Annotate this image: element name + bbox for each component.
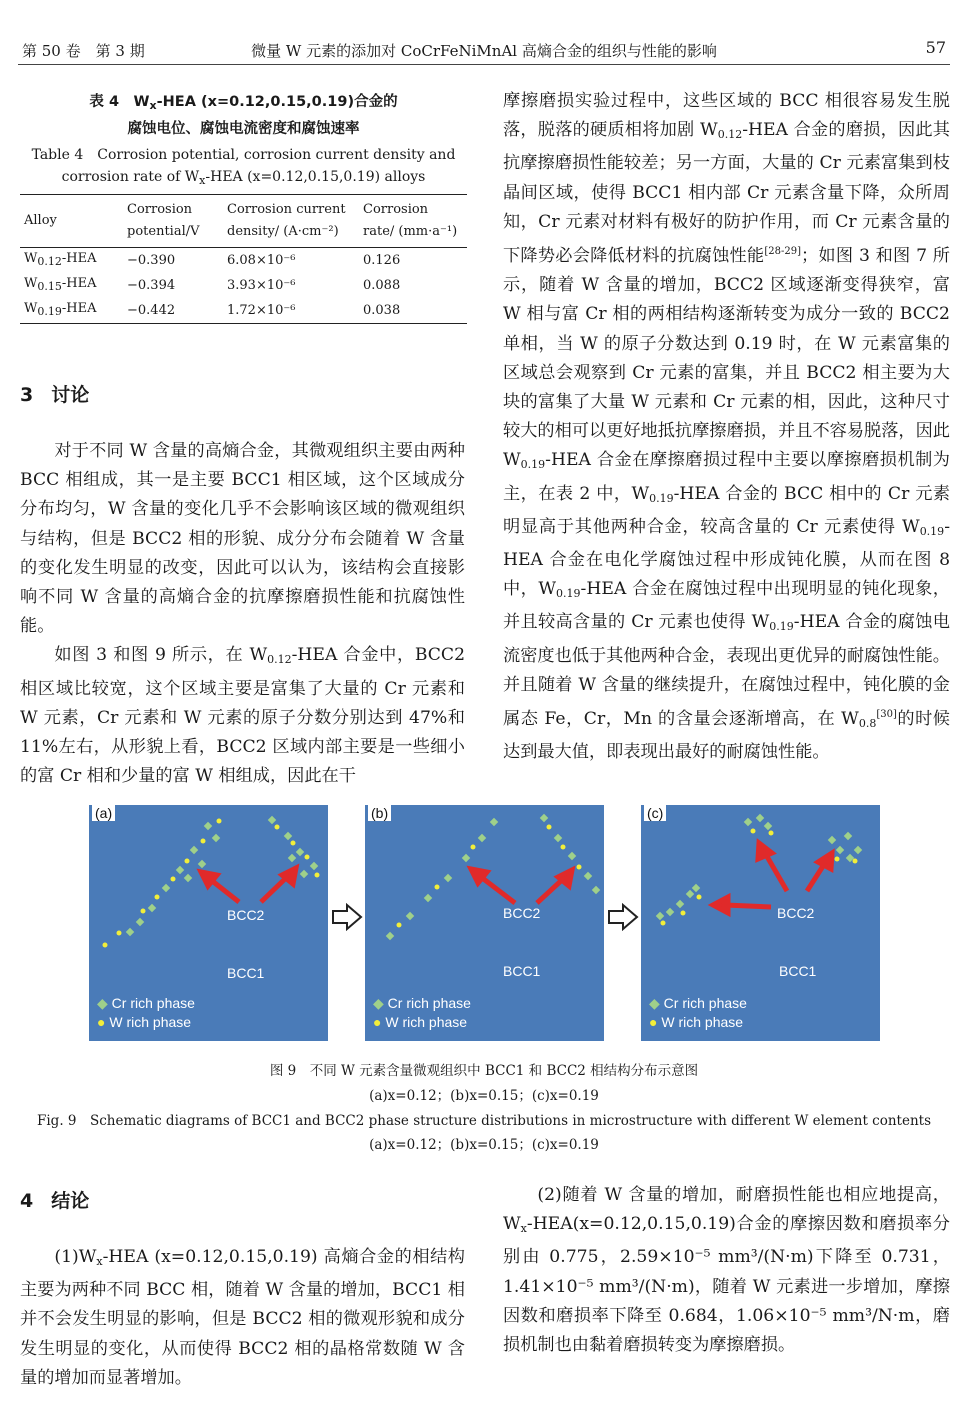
figure9-caption-en-sub: (a)x=0.12；(b)x=0.15；(c)x=0.19 bbox=[369, 1137, 599, 1153]
page-number: 57 bbox=[925, 38, 946, 57]
figure9-caption-cn: 图 9 不同 W 元素含量微观组织中 BCC1 和 BCC2 相结构分布示意图 bbox=[269, 1063, 699, 1079]
col-header-potential: Corrosion potential/V bbox=[127, 202, 200, 239]
legend-cr-rich: ◆ Cr rich phase bbox=[97, 995, 195, 1011]
panel-b-label: (b) bbox=[368, 805, 391, 821]
paragraph: $(1)W_x$-HEA (x=0.12,0.15,0.19) 高熵合金的相结构主要为两种不同 BCC 相，随着 W 含量的增加，BCC1 相并不会发生明显的影响，但是 BCC2 相的微观形貌和成分发生明显的变化，从而使得 BCC2 相的晶格常数随 W 含量的增加而显著增加。 bbox=[20, 1247, 465, 1388]
section3-heading: 3 讨论 bbox=[20, 384, 90, 406]
table-header-row bbox=[20, 195, 467, 248]
cell-rate: 0.126 bbox=[363, 252, 401, 268]
bcc1-label: BCC1 bbox=[503, 963, 541, 979]
left-column-discussion bbox=[20, 437, 465, 791]
bcc2-label: BCC2 bbox=[227, 907, 265, 923]
paragraph: (2)随着 W 含量的增加，耐磨损性能也相应地提高，$W_x-HEA(x=0.12,0.15,0.19)$合金的摩擦因数和磨损率分别由 0.775，2.59×10⁻⁵ mm³/(N·m)下降至 0.731，1.41×10⁻⁵ mm³/(N·m)，随着 W 元素进一步增加，摩擦因数和磨损率下降至 0.684，1.06×10⁻⁵ mm³/N·m，磨损机制也由黏着磨损转变为摩擦磨损。 bbox=[503, 1185, 950, 1356]
bcc2-label: BCC2 bbox=[503, 905, 541, 921]
legend-w-rich: ● W rich phase bbox=[97, 1014, 192, 1030]
right-column-discussion bbox=[503, 87, 950, 767]
col-header-density: Corrosion current density/ (A·cm⁻²) bbox=[227, 202, 346, 239]
conclusion-right bbox=[503, 1181, 950, 1360]
table4 bbox=[20, 194, 467, 324]
cell-rate: 0.038 bbox=[363, 302, 401, 318]
table4-caption-en-line1: Table 4 Corrosion potential, corrosion current density and bbox=[31, 147, 456, 163]
cell-potential: −0.390 bbox=[127, 252, 176, 268]
conclusion-left bbox=[20, 1243, 465, 1393]
running-header bbox=[22, 32, 946, 62]
cell-density: 3.93×10⁻⁶ bbox=[227, 277, 296, 293]
bcc2-label: BCC2 bbox=[777, 905, 815, 921]
paragraph: 对于不同 W 含量的高熵合金，其微观组织主要由两种 BCC 相组成，其一是主要 BCC1 相区域，这个区域成分分布均匀，W 含量的变化几乎不会影响该区域的微观组织与结构，但是 BCC2 相的形貌、成分分布会随着 W 含量的变化发生明显的改变，因此可以认为，该结构会直接影响不同 W 含量的高熵合金的抗摩擦磨损性能和抗腐蚀性能。 bbox=[20, 441, 465, 637]
figure9-caption-en: Fig. 9 Schematic diagrams of BCC1 and BCC2 phase structure distributions in microstructure with different W element contents bbox=[37, 1113, 931, 1129]
legend-w-rich: ● W rich phase bbox=[373, 1014, 468, 1030]
panel-c-label: (c) bbox=[644, 805, 666, 821]
bcc1-label: BCC1 bbox=[779, 963, 817, 979]
figure9-caption-cn-sub: (a)x=0.12；(b)x=0.15；(c)x=0.19 bbox=[369, 1088, 599, 1104]
col-header-alloy: Alloy bbox=[24, 213, 57, 228]
legend-w-rich: ● W rich phase bbox=[649, 1014, 744, 1030]
running-title: 微量 W 元素的添加对 CoCrFeNiMnAl 高熵合金的组织与性能的影响 bbox=[251, 42, 717, 60]
paragraph: 如图 3 和图 9 所示，在 $W_{0.12}$-HEA 合金中，BCC2 相区域比较宽，这个区域主要是富集了大量的 Cr 元素和 W 元素，Cr 元素和 W 元素的原子分数分别达到 47%和 11%左右，从形貌上看，BCC2 区域内部主要是一些细小的富 Cr 相和少量的富 W 相组成，因此在干 bbox=[20, 645, 466, 787]
legend-cr-rich: ◆ Cr rich phase bbox=[373, 995, 471, 1011]
table4-caption-cn-line1: 表 4 $W_x$-HEA (x=0.12,0.15,0.19)合金的 bbox=[89, 94, 398, 112]
next-stage-arrow-icon bbox=[607, 903, 639, 931]
header-rule bbox=[18, 64, 950, 65]
cell-alloy: $W_{0.12}$-HEA bbox=[24, 251, 97, 268]
panel-a-label: (a) bbox=[92, 805, 115, 821]
figure9-panel-c bbox=[641, 805, 880, 1041]
paragraph: 摩擦磨损实验过程中，这些区域的 BCC 相很容易发生脱落，脱落的硬质相将加剧 $W_{0.12}$-HEA 合金的磨损，因此其抗摩擦磨损性能较差；另一方面，大量的 Cr 元素富集到枝晶间区域，使得 BCC1 相内部 Cr 元素含量下降，众所周知，Cr 元素对材料有极好的防护作用，而 Cr 元素含量的下降势必会降低材料的抗腐蚀性能[28-29]；如图 3 和图 7 所示，随着 W 含量的增加，BCC2 区域逐渐变得狭窄，富 W 相与富 Cr 相的两相结构逐渐转变为成分一致的 BCC2 单相，当 W 的原子分数达到 0.19 时，在 W 元素富集的区域总会观察到 Cr 元素的富集，并且 BCC2 相主要为大块的富集了大量 W 元素和 Cr 元素的相，因此，这种尺寸较大的相可以更好地抵抗摩擦磨损，并且不容易脱落，因此 $W_{0.19}$-HEA 合金在摩擦磨损过程中主要以摩擦磨损机制为主，在表 2 中，$W_{0.19}$-HEA 合金的 BCC 相中的 Cr 元素明显高于其他两种合金，较高含量的 Cr 元素使得 $W_{0.19}$-HEA 合金在电化学腐蚀过程中形成钝化膜，从而在图 8 中，$W_{0.19}$-HEA 合金在腐蚀过程中出现明显的钝化现象，并且较高含量的 Cr 元素也使得 $W_{0.19}$-HEA 合金的腐蚀电流密度也低于其他两种合金，表现出更优异的耐腐蚀性能。并且随着 W 含量的继续提升，在腐蚀过程中，钝化膜的金属态 Fe，Cr，Mn 的含量会逐渐增高，在 $W_{0.8}[30]$的时候达到最大值，即表现出最好的耐腐蚀性能。 bbox=[503, 91, 951, 763]
table-row bbox=[20, 248, 467, 274]
cell-density: 6.08×10⁻⁶ bbox=[227, 252, 296, 268]
figure9-panel-b bbox=[365, 805, 604, 1041]
cell-potential: −0.394 bbox=[127, 277, 176, 293]
table4-caption-en-line2: corrosion rate of $W_x$-HEA (x=0.12,0.15,0.19) alloys bbox=[61, 169, 426, 187]
cell-rate: 0.088 bbox=[363, 277, 401, 293]
col-header-rate: Corrosion rate/ (mm·a⁻¹) bbox=[363, 202, 458, 239]
legend-cr-rich: ◆ Cr rich phase bbox=[649, 995, 747, 1011]
cell-alloy: $W_{0.15}$-HEA bbox=[24, 276, 97, 293]
journal-volume: 第 50 卷 第 3 期 bbox=[22, 42, 145, 60]
bcc1-label: BCC1 bbox=[227, 965, 265, 981]
next-stage-arrow-icon bbox=[331, 903, 363, 931]
cell-potential: −0.442 bbox=[127, 302, 176, 318]
table-row bbox=[20, 298, 467, 324]
cell-density: 1.72×10⁻⁶ bbox=[227, 302, 296, 318]
cell-alloy: $W_{0.19}$-HEA bbox=[24, 301, 97, 318]
figure9-panel-a bbox=[89, 805, 328, 1041]
section4-heading: 4 结论 bbox=[20, 1190, 90, 1212]
table-row bbox=[20, 273, 467, 298]
table4-caption-cn-line2: 腐蚀电位、腐蚀电流密度和腐蚀速率 bbox=[127, 121, 360, 137]
